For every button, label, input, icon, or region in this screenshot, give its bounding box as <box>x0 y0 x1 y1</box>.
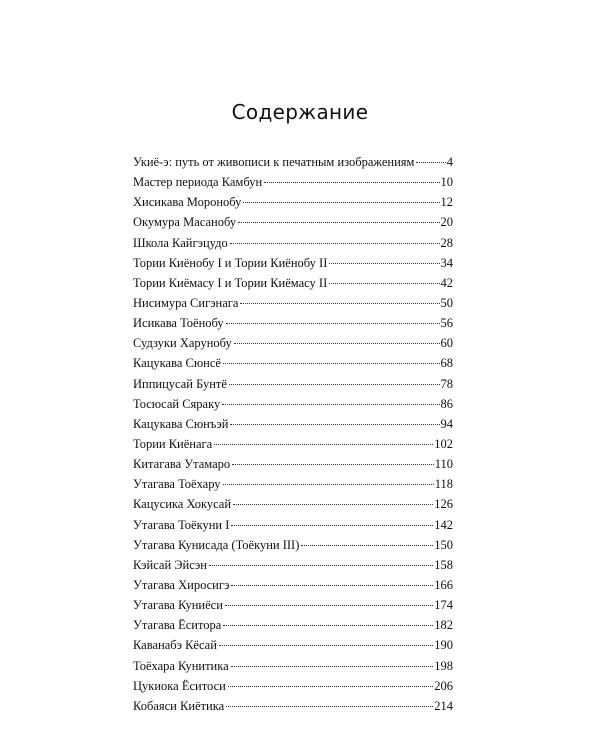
dot-leader <box>329 283 439 284</box>
toc-entry[interactable] <box>133 394 453 414</box>
toc-entry[interactable] <box>133 494 453 514</box>
dot-leader <box>219 645 433 646</box>
toc-entry-title: Утагава Тоёхару <box>133 477 221 492</box>
toc-entry-title: Иппицусай Бунтё <box>133 376 227 391</box>
toc-entry-title: Судзуки Харунобу <box>133 336 232 351</box>
toc-entry-page-number: 190 <box>434 638 453 653</box>
toc-entry-title: Исикава Тоёнобу <box>133 316 224 331</box>
toc-entry-title: Тории Киёнобу I и Тории Киёнобу II <box>133 255 328 270</box>
toc-entry-title: Тории Киёнага <box>133 436 213 451</box>
toc-entry-page-number: 206 <box>434 678 453 693</box>
dot-leader <box>416 162 445 163</box>
toc-entry-title: Кэйсай Эйсэн <box>133 557 207 572</box>
toc-entry[interactable] <box>133 615 453 635</box>
dot-leader <box>231 585 433 586</box>
toc-entry-page-number: 142 <box>434 517 453 532</box>
toc-entry-title: Кацусика Хокусай <box>133 497 232 512</box>
dot-leader <box>264 182 439 183</box>
toc-entry[interactable] <box>133 192 453 212</box>
toc-entry-title: Каванабэ Кёсай <box>133 638 217 653</box>
toc-entry[interactable] <box>133 454 453 474</box>
dot-leader <box>243 202 439 203</box>
toc-entry-page-number: 4 <box>446 155 453 169</box>
toc-entry-page-number: 20 <box>440 215 453 230</box>
toc-entry-title: Кацукава Сюнъэй <box>133 416 229 431</box>
toc-entry-page-number: 56 <box>440 316 453 331</box>
dot-leader <box>223 625 433 626</box>
dot-leader <box>238 222 439 223</box>
toc-entry[interactable] <box>133 253 453 273</box>
toc-entry-page-number: 78 <box>440 376 453 391</box>
toc-entry[interactable] <box>133 535 453 555</box>
dot-leader <box>229 384 440 385</box>
toc-entry[interactable] <box>133 374 453 394</box>
toc-entry[interactable] <box>133 676 453 696</box>
toc-entry[interactable] <box>133 273 453 293</box>
toc-entry-page-number: 118 <box>434 477 453 492</box>
toc-entry[interactable] <box>133 474 453 494</box>
dot-leader <box>232 464 434 465</box>
dot-leader <box>234 343 440 344</box>
toc-entry-page-number: 110 <box>434 457 453 472</box>
toc-entry-title: Утагава Хиросигэ <box>133 577 230 592</box>
toc-entry[interactable] <box>133 152 453 172</box>
toc-entry-title: Мастер периода Камбун <box>133 175 263 190</box>
dot-leader <box>226 706 433 707</box>
toc-entry[interactable] <box>133 515 453 535</box>
toc-entry-title: Укиё-э: путь от живописи к печатным изображениям <box>133 155 415 169</box>
toc-entry[interactable] <box>133 635 453 655</box>
toc-entry-title: Кацукава Сюнсё <box>133 356 221 371</box>
toc-entry-title: Тории Киёмасу I и Тории Киёмасу II <box>133 275 328 290</box>
table-of-contents <box>133 152 453 716</box>
toc-entry[interactable] <box>133 595 453 615</box>
toc-entry-page-number: 126 <box>434 497 453 512</box>
toc-entry-page-number: 50 <box>440 295 453 310</box>
dot-leader <box>231 666 434 667</box>
dot-leader <box>223 484 434 485</box>
toc-entry-page-number: 214 <box>434 698 453 713</box>
toc-entry-title: Утагава Кунисада (Тоёкуни III) <box>133 537 300 552</box>
page-title: Содержание <box>231 100 369 124</box>
dot-leader <box>225 605 433 606</box>
toc-entry-page-number: 158 <box>434 557 453 572</box>
dot-leader <box>222 404 439 405</box>
toc-entry-page-number: 94 <box>440 416 453 431</box>
toc-entry-title: Школа Кайгэцудо <box>133 235 228 250</box>
toc-entry-page-number: 150 <box>434 537 453 552</box>
dot-leader <box>301 545 433 546</box>
dot-leader <box>240 303 439 304</box>
toc-entry-title: Хисикава Моронобу <box>133 195 242 210</box>
dot-leader <box>230 243 440 244</box>
toc-entry[interactable] <box>133 212 453 232</box>
dot-leader <box>233 504 433 505</box>
toc-entry-title: Утагава Куниёси <box>133 598 223 613</box>
dot-leader <box>226 323 440 324</box>
toc-entry[interactable] <box>133 233 453 253</box>
toc-entry-page-number: 174 <box>434 598 453 613</box>
dot-leader <box>329 263 439 264</box>
toc-entry-title: Китагава Утамаро <box>133 457 231 472</box>
toc-entry[interactable] <box>133 434 453 454</box>
dot-leader <box>214 444 433 445</box>
dot-leader <box>230 424 439 425</box>
toc-entry-title: Тоёхара Кунитика <box>133 658 229 673</box>
toc-entry[interactable] <box>133 333 453 353</box>
toc-entry[interactable] <box>133 656 453 676</box>
toc-entry[interactable] <box>133 293 453 313</box>
toc-entry[interactable] <box>133 313 453 333</box>
toc-entry-page-number: 102 <box>434 436 453 451</box>
dot-leader <box>228 686 433 687</box>
toc-entry[interactable] <box>133 414 453 434</box>
toc-entry[interactable] <box>133 172 453 192</box>
toc-entry-title: Тосюсай Сяраку <box>133 396 221 411</box>
toc-entry[interactable] <box>133 696 453 716</box>
toc-entry-page-number: 12 <box>440 195 453 210</box>
dot-leader <box>231 525 433 526</box>
dot-leader <box>209 565 433 566</box>
dot-leader <box>223 363 440 364</box>
toc-entry-page-number: 42 <box>440 275 453 290</box>
toc-entry-page-number: 10 <box>440 175 453 190</box>
toc-entry-title: Нисимура Сигэнага <box>133 295 239 310</box>
toc-entry-title: Утагава Ёситора <box>133 618 222 633</box>
toc-entry-title: Окумура Масанобу <box>133 215 237 230</box>
toc-entry-title: Кобаяси Киётика <box>133 698 225 713</box>
toc-entry-page-number: 166 <box>434 577 453 592</box>
toc-entry-page-number: 182 <box>434 618 453 633</box>
toc-entry-page-number: 68 <box>440 356 453 371</box>
toc-entry-page-number: 60 <box>440 336 453 351</box>
toc-entry-page-number: 86 <box>440 396 453 411</box>
toc-entry[interactable] <box>133 555 453 575</box>
toc-entry[interactable] <box>133 353 453 373</box>
toc-entry-title: Утагава Тоёкуни I <box>133 517 230 532</box>
toc-entry-title: Цукиока Ёситоси <box>133 678 226 693</box>
toc-entry-page-number: 198 <box>434 658 453 673</box>
toc-entry-page-number: 34 <box>440 255 453 270</box>
toc-entry[interactable] <box>133 575 453 595</box>
toc-entry-page-number: 28 <box>440 235 453 250</box>
